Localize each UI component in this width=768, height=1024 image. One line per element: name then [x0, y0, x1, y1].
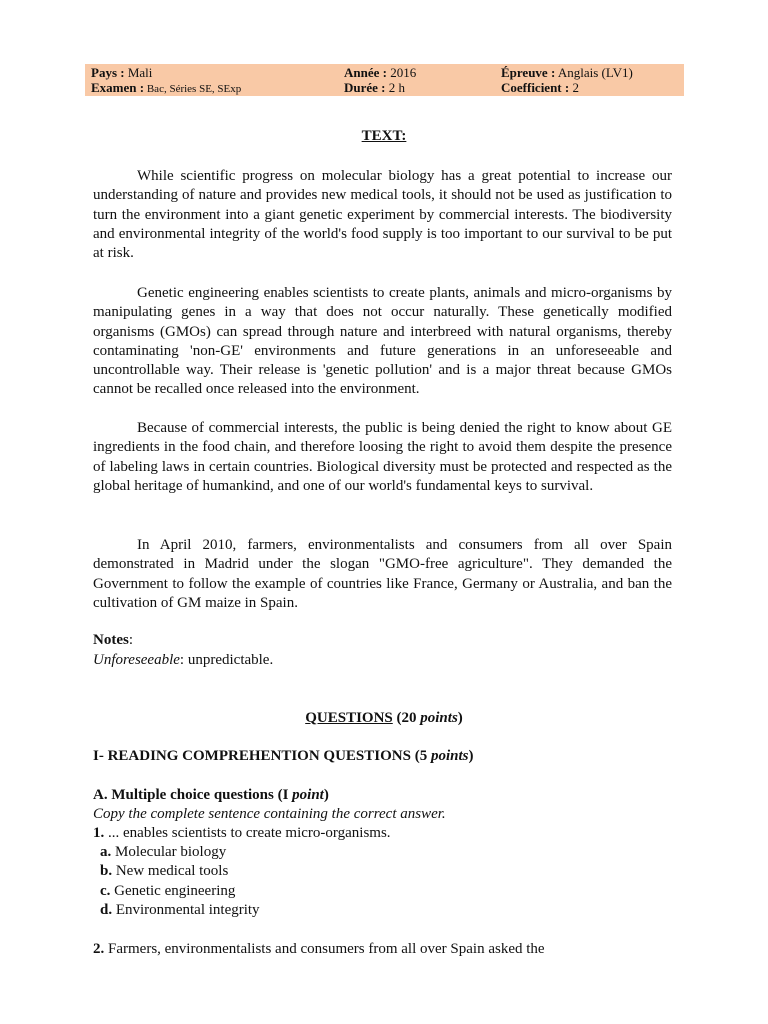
question-1-option-b: b. New medical tools: [100, 863, 229, 879]
questions-heading: QUESTIONS (20 points): [305, 710, 463, 726]
question-2: 2. Farmers, environmentalists and consumers from all over Spain asked the: [93, 941, 545, 957]
paragraph-1: While scientific progress on molecular biology has a great potential to increase our understanding of nature and provides new medical tools, it should not be used as justification to turn the environment into a giant genetic experiment by commercial interests. The biodiversity and environmental integrity of the world's food supply is too important to our survival to be put at risk.: [93, 168, 672, 262]
paragraph-4: In April 2010, farmers, environmentalists and consumers from all over Spain demonstrated in Madrid under the slogan "GMO-free agriculture". They demanded the Government to follow the example of countries like France, Germany or Australia, and ban the cultivation of GM maize in Spain.: [93, 537, 672, 611]
part-a-instruction: Copy the complete sentence containing the correct answer.: [93, 806, 446, 822]
header-epreuve: Épreuve : Anglais (LV1): [501, 65, 633, 80]
exam-header-table: [85, 64, 684, 96]
header-pays: Pays : Mali: [91, 65, 153, 80]
question-1: 1. ... enables scientists to create micro-organisms.: [93, 825, 391, 841]
text-title: TEXT:: [361, 128, 407, 144]
notes-label: Notes:: [93, 632, 133, 648]
question-1-option-c: c. Genetic engineering: [100, 883, 236, 899]
header-coefficient: Coefficient : 2: [501, 80, 579, 95]
header-annee: Année : 2016: [344, 65, 417, 80]
part-a-heading: A. Multiple choice questions (I point): [93, 787, 329, 803]
notes-definition: Unforeseeable: unpredictable.: [93, 652, 274, 668]
section-1-heading: I- READING COMPREHENTION QUESTIONS (5 points): [93, 748, 474, 764]
paragraph-2: Genetic engineering enables scientists to create plants, animals and micro-organisms by manipulating genes in a way that does not occur naturally. These genetically modified organisms (GMOs) can spread through nature and interbreed with natural organisms, thereby contaminating 'non-GE' environments and future generations in an unforeseeable and uncontrollable way. Their release is 'genetic pollution' and is a major threat because GMOs cannot be recalled once released into the environment.: [93, 285, 672, 398]
paragraph-3: Because of commercial interests, the public is being denied the right to know about GE ingredients in the food chain, and therefore loosing the right to avoid them despite the presence of labeling laws in certain countries. Biological diversity must be protected and respected as the global heritage of humankind, and one of our world's fundamental keys to survival.: [93, 420, 672, 494]
question-1-option-a: a. Molecular biology: [100, 844, 227, 860]
header-examen: Examen : Bac, Séries SE, SExp: [91, 80, 242, 95]
question-1-option-d: d. Environmental integrity: [100, 902, 260, 918]
header-duree: Durée : 2 h: [344, 80, 406, 95]
